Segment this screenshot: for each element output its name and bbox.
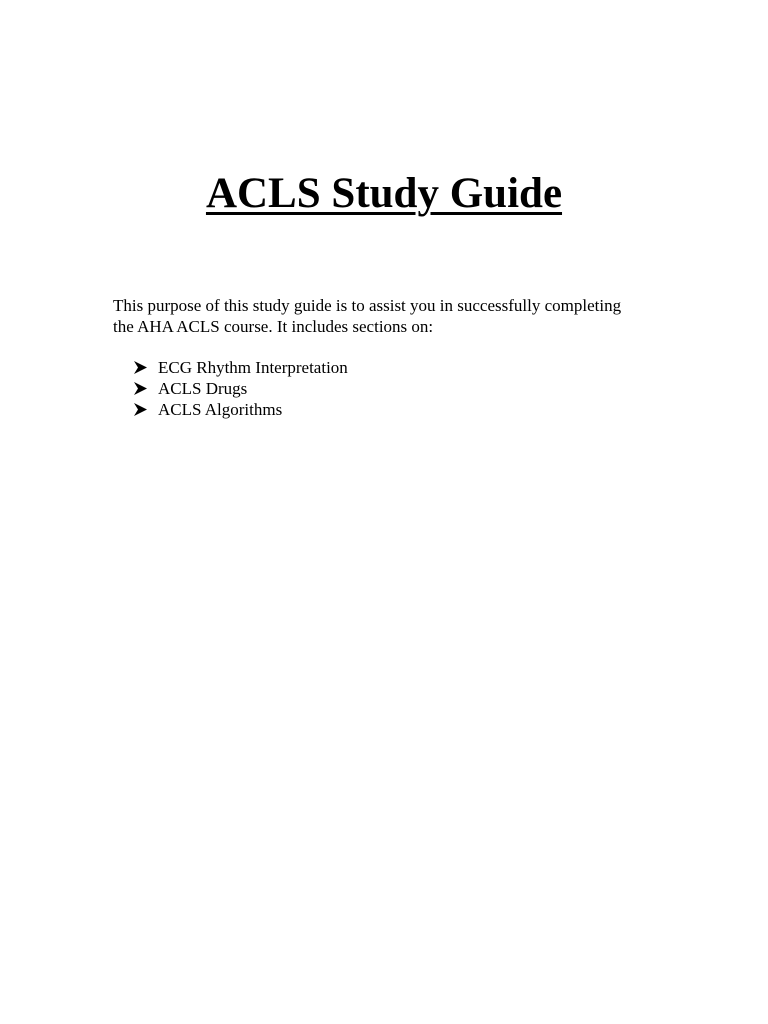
sections-list xyxy=(134,357,348,420)
list-item xyxy=(134,357,348,378)
intro-line-1: This purpose of this study guide is to assist you in successfully completing xyxy=(113,296,622,315)
section-label: ACLS Algorithms xyxy=(158,400,283,419)
page-title-text: ACLS Study Guide xyxy=(205,170,563,217)
list-item xyxy=(134,378,348,399)
arrowhead-bullet-icon xyxy=(134,378,158,399)
arrowhead-bullet-icon xyxy=(134,399,158,420)
list-item xyxy=(134,399,348,420)
section-label: ECG Rhythm Interpretation xyxy=(158,358,348,377)
section-label: ACLS Drugs xyxy=(158,379,248,398)
intro-line-2: the AHA ACLS course. It includes sections on: xyxy=(113,317,434,336)
intro-paragraph xyxy=(113,295,673,337)
page-title xyxy=(0,168,768,220)
arrowhead-bullet-icon xyxy=(134,357,158,378)
